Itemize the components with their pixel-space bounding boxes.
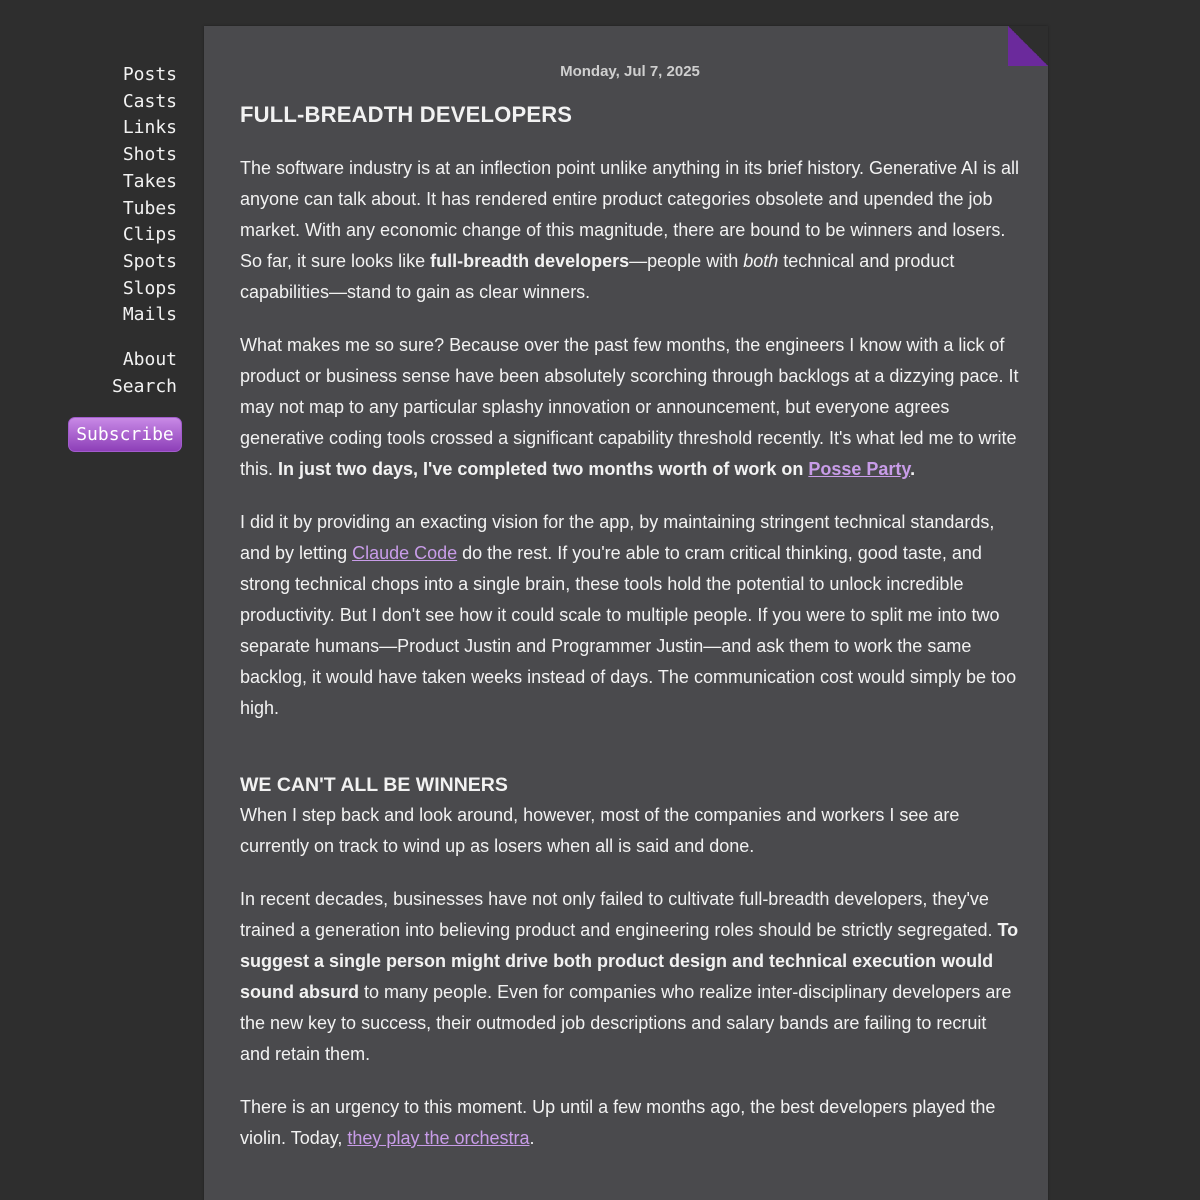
nav-link-spots[interactable]: Spots — [122, 250, 177, 272]
paragraph-5: In recent decades, businesses have not only failed to cultivate full-breadth developers, they've trained a generation into believing product and engineering roles should be strictly segregated. To suggest a single person might drive both product design and technical execution would sound absurd to many people. Even for companies who realize inter-disciplinary developers are the new key to success, their outmoded job descriptions and salary bands are failing to recruit and retain them. — [240, 889, 1019, 1064]
paragraph-2: What makes me so sure? Because over the past few months, the engineers I know with a lick of product or business sense have been absolutely scorching through backlogs at a dizzying pace. It may not map to any particular splashy innovation or announcement, but everyone agrees generative coding tools crossed a significant capability threshold recently. It's what led me to write this. In just two days, I've completed two months worth of work on Posse Party. — [240, 335, 1019, 479]
article-content — [240, 26, 1020, 1154]
section-heading: WE CAN'T ALL BE WINNERS — [240, 774, 508, 796]
nav-link-links[interactable]: Links — [122, 117, 177, 139]
nav-link-clips[interactable]: Clips — [122, 224, 177, 246]
nav-link-casts[interactable]: Casts — [122, 90, 177, 112]
nav-link-tubes[interactable]: Tubes — [122, 197, 177, 219]
post-date: Monday, Jul 7, 2025 — [560, 63, 700, 80]
paragraph-4: When I step back and look around, however, most of the companies and workers I see are currently on track to wind up as losers when all is said and done. — [240, 805, 960, 856]
nav-link-slops[interactable]: Slops — [122, 277, 177, 299]
paragraph-6: There is an urgency to this moment. Up until a few months ago, the best developers played the violin. Today, they play the orchestra. — [240, 1097, 996, 1148]
nav-link-search[interactable]: Search — [111, 375, 177, 397]
nav-link-mails[interactable]: Mails — [122, 304, 177, 326]
nav-secondary-group — [0, 347, 177, 400]
nav-link-takes[interactable]: Takes — [122, 170, 177, 192]
post-title[interactable]: FULL-BREADTH DEVELOPERS — [240, 102, 573, 127]
nav-link-about[interactable]: About — [122, 349, 177, 371]
nav-link-shots[interactable]: Shots — [122, 144, 177, 166]
subscribe-button[interactable]: Subscribe — [68, 417, 182, 452]
claude-code-link[interactable]: Claude Code — [352, 543, 458, 563]
paragraph-1: The software industry is at an inflection point unlike anything in its brief history. Generative AI is all anyone can talk about. It has rendered entire product categories obsolete and upended the job market. With any economic change of this magnitude, there are bound to be winners and losers. So far, it sure looks like full-breadth developers—people with both technical and product capabilities—stand to gain as clear winners. — [240, 158, 1020, 302]
sidebar-nav — [0, 62, 177, 400]
orchestra-link[interactable]: they play the orchestra — [347, 1128, 530, 1148]
paragraph-3: I did it by providing an exacting vision for the app, by maintaining stringent technical standards, and by letting Claude Code do the rest. If you're able to cram critical thinking, good taste, and strong technical chops into a single brain, these tools hold the potential to unlock incredible productivity. But I don't see how it could scale to multiple people. If you were to split me into two separate humans—Product Justin and Programmer Justin—and ask them to work the same backlog, it would have taken weeks instead of days. The communication cost would simply be too high. — [240, 512, 1017, 718]
subscribe-container — [68, 417, 182, 452]
posse-party-link[interactable]: Posse Party — [808, 459, 911, 479]
article-card — [204, 26, 1048, 1200]
nav-link-posts[interactable]: Posts — [122, 64, 177, 85]
